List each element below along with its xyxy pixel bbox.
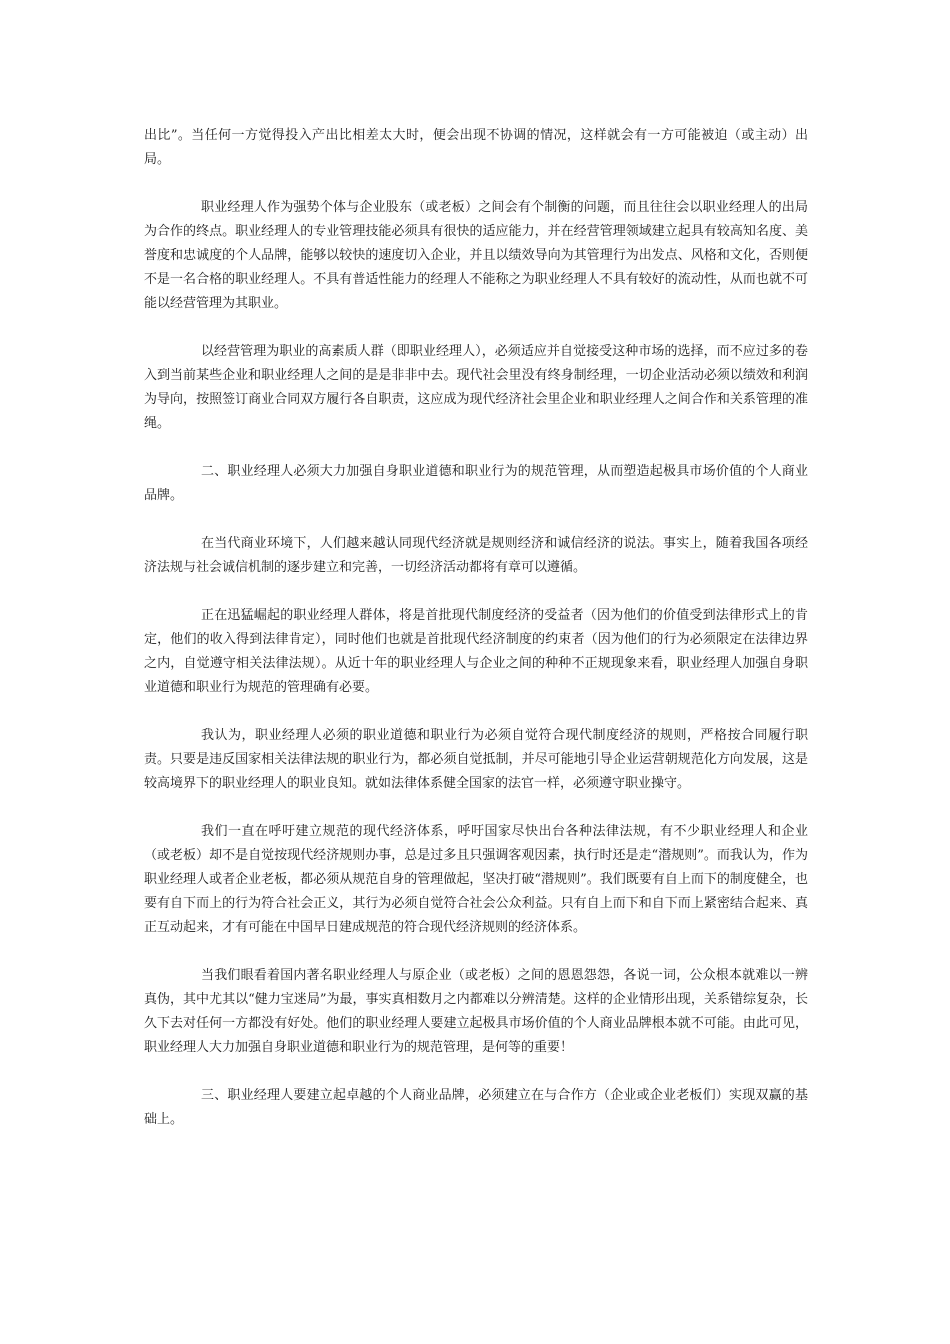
section-heading-paragraph: 三、职业经理人要建立起卓越的个人商业品牌，必须建立在与合作方（企业或企业老板们）实现双赢的基础上。 (144, 1088, 808, 1127)
paragraph: 我们一直在呼吁建立规范的现代经济体系，呼吁国家尽快出台各种法律法规，有不少职业经理人和企业（或老板）却不是自觉按现代经济规则办事，总是过多且只强调客观因素，执行时还是走“潜规则”。而我认为，作为职业经理人或者企业老板，都必须从规范自身的管理做起，坚决打破“潜规则”。我们既要有自上而下的制度健全，也要有自下而上的行为符合社会正义，其行为必须自觉符合社会公众利益。只有自上而下和自下而上紧密结合起来、真正互动起来，才有可能在中国早日建成规范的符合现代经济规则的经济体系。 (144, 824, 808, 935)
paragraph: 正在迅猛崛起的职业经理人群体，将是首批现代制度经济的受益者（因为他们的价值受到法律形式上的肯定，他们的收入得到法律肯定），同时他们也就是首批现代经济制度的约束者（因为他们的行为必须限定在法律边界之内，自觉遵守相关法律法规）。从近十年的职业经理人与企业之间的种种不正规现象来看，职业经理人加强自身职业道德和职业行为规范的管理确有必要。 (144, 608, 808, 695)
document-body (144, 124, 808, 1156)
section-heading-paragraph: 二、职业经理人必须大力加强自身职业道德和职业行为的规范管理，从而塑造起极具市场价值的个人商业品牌。 (144, 464, 808, 503)
paragraph: 当我们眼看着国内著名职业经理人与原企业（或老板）之间的恩恩怨怨，各说一词，公众根本就难以一辨真伪，其中尤其以“健力宝迷局”为最，事实真相数月之内都难以分辨清楚。这样的企业情形出现，关系错综复杂，长久下去对任何一方都没有好处。他们的职业经理人要建立起极具市场价值的个人商业品牌根本就不可能。由此可见，职业经理人大力加强自身职业道德和职业行为的规范管理，是何等的重要！ (144, 968, 808, 1055)
paragraph: 我认为，职业经理人必须的职业道德和职业行为必须自觉符合现代制度经济的规则，严格按合同履行职责。只要是违反国家相关法律法规的职业行为，都必须自觉抵制，并尽可能地引导企业运营朝规范化方向发展，这是较高境界下的职业经理人的职业良知。就如法律体系健全国家的法官一样，必须遵守职业操守。 (144, 728, 808, 791)
paragraph: 在当代商业环境下，人们越来越认同现代经济就是规则经济和诚信经济的说法。事实上，随着我国各项经济法规与社会诚信机制的逐步建立和完善，一切经济活动都将有章可以遵循。 (144, 536, 808, 575)
paragraph-continuation: 出比”。当任何一方觉得投入产出比相差太大时，便会出现不协调的情况，这样就会有一方可能被迫（或主动）出局。 (144, 128, 808, 167)
paragraph: 职业经理人作为强势个体与企业股东（或老板）之间会有个制衡的问题，而且往往会以职业经理人的出局为合作的终点。职业经理人的专业管理技能必须具有很快的适应能力，并在经营管理领域建立起具有较高知名度、美誉度和忠诚度的个人品牌，能够以较快的速度切入企业，并且以绩效导向为其管理行为出发点、风格和文化，否则便不是一名合格的职业经理人。不具有普适性能力的经理人不能称之为职业经理人不具有较好的流动性，从而也就不可能以经营管理为其职业。 (144, 200, 808, 311)
paragraph: 以经营管理为职业的高素质人群（即职业经理人），必须适应并自觉接受这种市场的选择，而不应过多的卷入到当前某些企业和职业经理人之间的是是非非中去。现代社会里没有终身制经理，一切企业活动必须以绩效和利润为导向，按照签订商业合同双方履行各自职责，这应成为现代经济社会里企业和职业经理人之间合作和关系管理的准绳。 (144, 344, 808, 431)
